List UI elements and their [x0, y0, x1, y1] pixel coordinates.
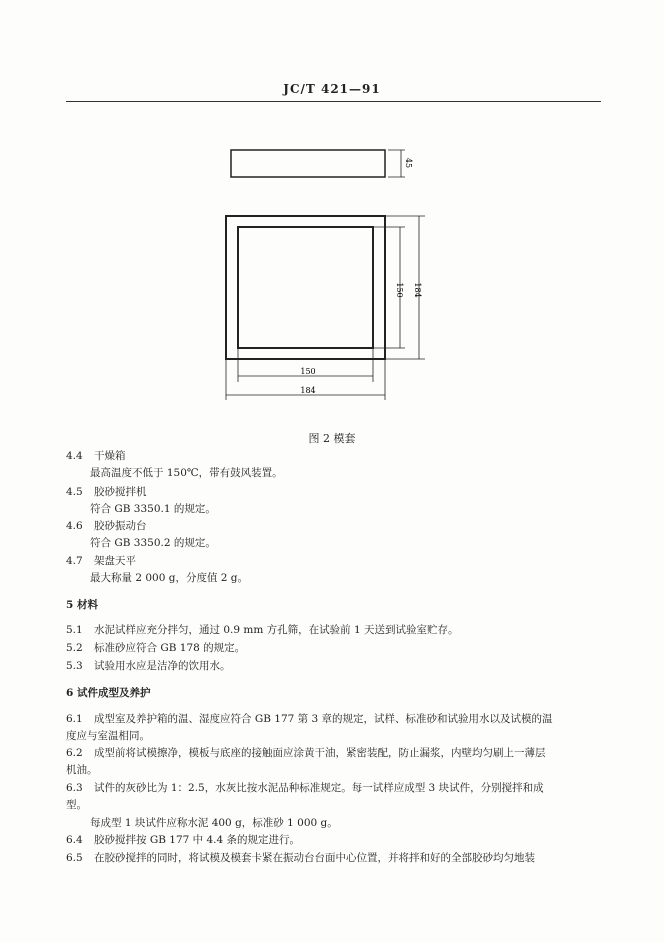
item-6-2-line1: 6.2 成型前将试模擦净，模板与底座的接触面应涂黄干油，紧密装配，防止漏浆，内壁均匀刷上一薄层	[66, 747, 546, 759]
item-6-1-line1: 6.1 成型室及养护箱的温、湿度应符合 GB 177 第 3 章的规定，试样、标准砂和试验用水以及试模的温	[66, 713, 553, 725]
dim-thickness-label: 45	[404, 157, 413, 169]
item-6-4: 6.4 胶砂搅拌按 GB 177 中 4.4 条的规定进行。	[66, 834, 301, 846]
section-4-6-body: 符合 GB 3350.2 的规定。	[90, 537, 216, 549]
mold-sleeve-figure	[0, 0, 664, 430]
section-4-6-title: 4.6 胶砂振动台	[66, 520, 147, 532]
section-4-5-title: 4.5 胶砂搅拌机	[66, 486, 147, 498]
section-6-heading: 6 试件成型及养护	[66, 687, 151, 699]
dim-inner-horizontal: 150	[300, 367, 316, 376]
section-4-4-body: 最高温度不低于 150℃，带有鼓风装置。	[90, 467, 283, 479]
item-5-2: 5.2 标准砂应符合 GB 178 的规定。	[66, 642, 246, 654]
item-6-1-line2: 度应与室温相同。	[66, 730, 150, 742]
dim-inner-vertical: 150	[395, 282, 404, 298]
item-6-5: 6.5 在胶砂搅拌的同时，将试模及模套卡紧在振动台台面中心位置，并将拌和好的全部胶砂均匀地装	[66, 852, 535, 864]
item-5-3: 5.3 试验用水应是洁净的饮用水。	[66, 660, 231, 672]
side-view-rect	[231, 150, 385, 177]
standard-number-header: JC/T 421—91	[283, 82, 381, 96]
section-4-5-body: 符合 GB 3350.1 的规定。	[90, 503, 216, 515]
figure-caption: 图 2 模套	[308, 432, 356, 445]
section-4-7-body: 最大称量 2 000 g，分度值 2 g。	[90, 572, 249, 584]
section-5-heading: 5 材料	[66, 599, 98, 611]
dim-outer-vertical: 184	[413, 282, 422, 298]
inner-frame	[238, 227, 373, 348]
section-4-7-title: 4.7 架盘天平	[66, 555, 136, 567]
item-6-3-line1: 6.3 试件的灰砂比为 1：2.5，水灰比按水泥品种标准规定。每一试样应成型 3 块试件，分别搅拌和成	[66, 782, 544, 794]
item-5-1: 5.1 水泥试样应充分拌匀，通过 0.9 mm 方孔筛，在试验前 1 天送到试验室贮存。	[66, 624, 459, 636]
outer-frame	[226, 216, 385, 359]
item-6-2-line2: 机油。	[66, 764, 98, 776]
dim-outer-horizontal: 184	[300, 386, 316, 395]
section-4-4-title: 4.4 干燥箱	[66, 450, 126, 462]
item-6-3-line2: 型。	[66, 799, 87, 811]
item-6-3-line3: 每成型 1 块试件应称水泥 400 g，标准砂 1 000 g。	[90, 817, 338, 829]
